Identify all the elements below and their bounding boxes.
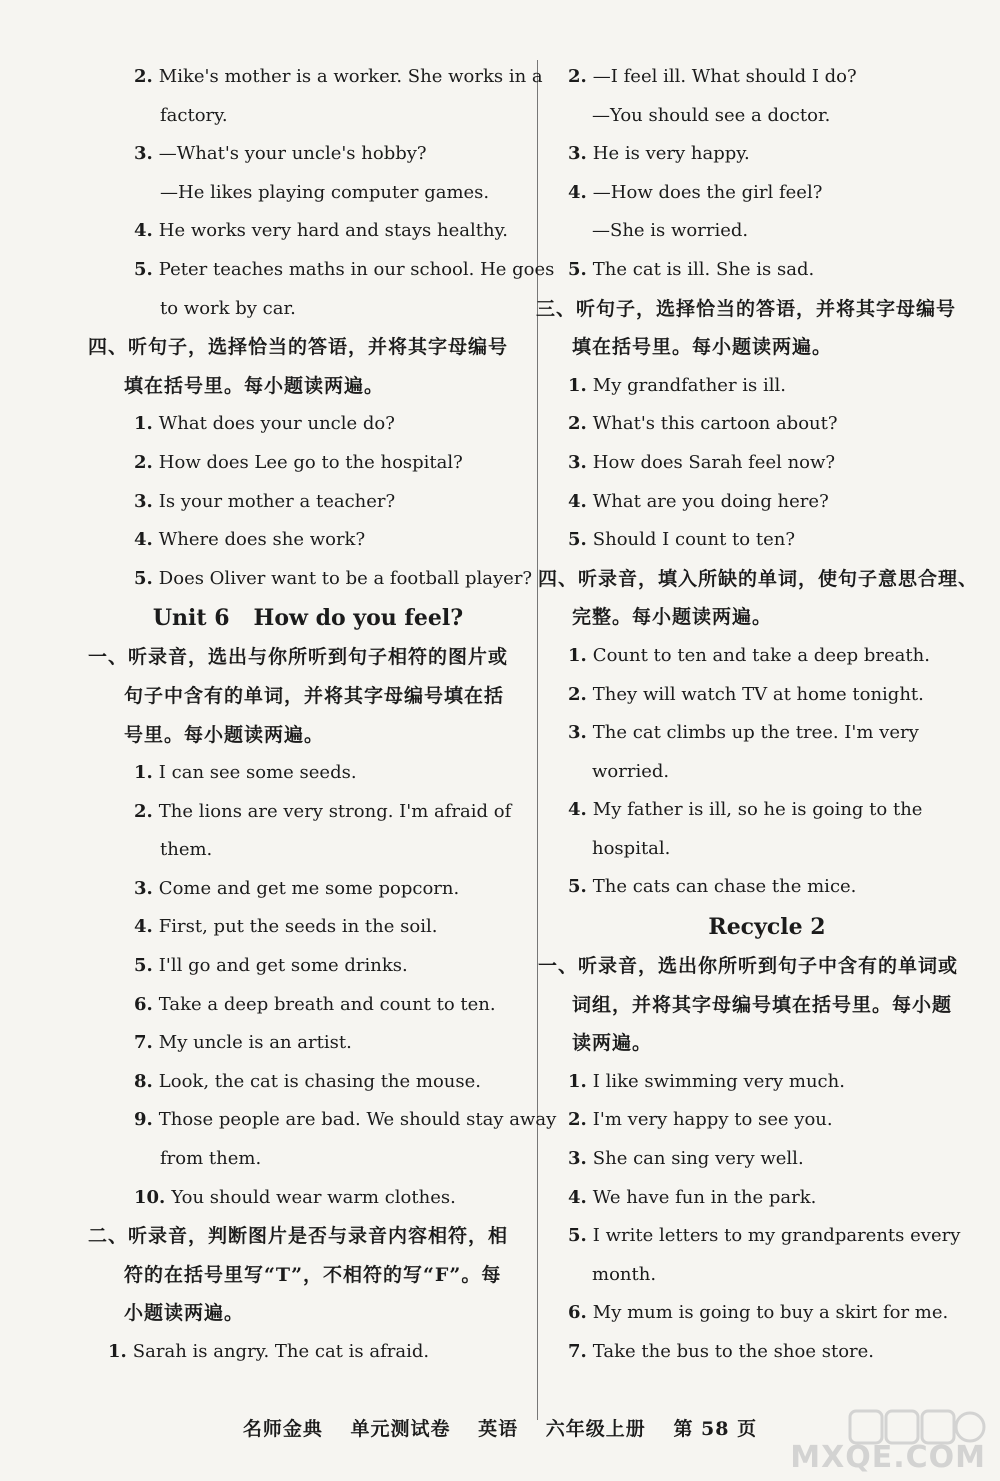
item-text: Sarah is angry. The cat is afraid. [132, 1341, 430, 1362]
item-number: 8. [134, 1070, 153, 1092]
item-number: 7. [568, 1341, 587, 1362]
list-item-continuation: —She is worried. [592, 220, 749, 242]
list-item [88, 560, 533, 599]
right-items-d [552, 1063, 982, 1372]
item-number: 5. [568, 1225, 587, 1247]
item-text: She can sing very well. [592, 1148, 804, 1170]
watermark [790, 1405, 990, 1475]
item-number: 3. [568, 451, 587, 473]
item-text: Count to ten and take a deep breath. [592, 644, 930, 666]
item-text: The lions are very strong. I'm afraid of [158, 800, 512, 822]
unit6-section-2-heading-cont: 符的在括号里写“T”，不相符的写“F”。每 [124, 1263, 502, 1286]
item-text: My mum is going to buy a skirt for me. [592, 1302, 949, 1324]
item-number: 1. [134, 413, 153, 435]
list-item [552, 1179, 982, 1218]
item-number: 5. [568, 258, 587, 280]
recycle-section-1-heading-cont: 词组，并将其字母编号填在括号里。每小题 [572, 993, 953, 1016]
list-item [88, 870, 528, 909]
left-items-d [88, 1333, 528, 1372]
list-item [552, 444, 982, 483]
item-text: How does Sarah feel now? [592, 451, 836, 473]
item-text: I'm very happy to see you. [592, 1109, 833, 1131]
section-4-heading: 四、听句子，选择恰当的答语，并将其字母编号 [88, 336, 509, 359]
list-item [88, 135, 528, 174]
item-number: 6. [568, 1302, 587, 1324]
item-number: 10. [134, 1186, 166, 1208]
unit6-section-1-heading-cont2: 号里。每小题读两遍。 [124, 723, 325, 746]
item-text: My grandfather is ill. [592, 374, 786, 396]
item-text: What's this cartoon about? [592, 413, 838, 435]
list-item [88, 1179, 528, 1218]
item-number: 3. [568, 1148, 587, 1170]
unit-number: Unit 6 [152, 605, 230, 632]
item-text: Peter teaches maths in our school. He goes [158, 258, 555, 280]
list-item [552, 676, 982, 715]
item-number: 4. [568, 1186, 587, 1208]
item-text: I write letters to my grandparents every [592, 1225, 961, 1247]
item-number: 6. [134, 993, 153, 1015]
item-text: First, put the seeds in the soil. [158, 916, 438, 938]
list-item [552, 1101, 982, 1140]
list-item [88, 58, 543, 97]
item-number: 4. [134, 529, 153, 551]
list-item [552, 1217, 982, 1256]
list-item [552, 251, 982, 290]
list-item-continuation: month. [592, 1263, 657, 1285]
item-text: —I feel ill. What should I do? [592, 66, 857, 87]
item-number: 5. [134, 955, 153, 977]
item-text: My uncle is an artist. [158, 1032, 352, 1054]
list-item [552, 521, 982, 560]
item-text: He is very happy. [592, 143, 750, 165]
list-item-continuation: from them. [160, 1148, 262, 1170]
item-number: 7. [134, 1032, 153, 1054]
item-text: The cat is ill. She is sad. [592, 258, 815, 280]
list-item [552, 714, 982, 753]
list-item [88, 754, 528, 793]
item-number: 2. [568, 1109, 587, 1131]
section-3-heading: 三、听句子，选择恰当的答语，并将其字母编号 [536, 297, 957, 320]
left-items-b [88, 405, 533, 598]
list-item [552, 1333, 982, 1372]
item-number: 1. [134, 762, 153, 784]
item-number: 1. [568, 644, 587, 666]
item-number: 3. [134, 490, 153, 512]
item-text: I can see some seeds. [158, 762, 357, 784]
unit6-section-2-heading-cont2: 小题读两遍。 [124, 1302, 245, 1325]
item-text: Those people are bad. We should stay away [158, 1109, 557, 1131]
item-number: 4. [568, 799, 587, 821]
unit6-section-1-heading-cont: 句子中含有的单词，并将其字母编号填在括 [124, 684, 505, 707]
item-number: 2. [568, 66, 587, 87]
item-number: 5. [134, 258, 153, 280]
item-text: My father is ill, so he is going to the [592, 799, 923, 821]
item-number: 3. [568, 722, 587, 744]
footer-page-number: 第 58 页 [673, 1418, 758, 1440]
right-items-a [552, 58, 982, 290]
footer-type: 单元测试卷 [350, 1418, 451, 1440]
item-text: Should I count to ten? [592, 529, 795, 551]
unit6-section-2-heading: 二、听录音，判断图片是否与录音内容相符，相 [88, 1225, 509, 1248]
list-item [88, 1333, 528, 1372]
footer-book: 名师金典 [242, 1418, 323, 1440]
right-items-b [552, 367, 982, 560]
item-number: 1. [108, 1341, 127, 1362]
recycle-section-1-heading: 一、听录音，选出你所听到句子中含有的单词或 [538, 955, 959, 978]
item-number: 4. [134, 916, 153, 938]
list-item [88, 251, 555, 290]
right-items-c [552, 637, 982, 907]
list-item [88, 947, 528, 986]
item-text: Where does she work? [158, 529, 366, 551]
section-4r-heading: 四、听录音，填入所缺的单词，使句子意思合理、 [538, 567, 979, 590]
item-text: Look, the cat is chasing the mouse. [158, 1070, 482, 1092]
list-item [88, 405, 528, 444]
list-item [88, 1024, 528, 1063]
item-text: —What's your uncle's hobby? [158, 143, 427, 165]
item-text: Come and get me some popcorn. [158, 877, 460, 899]
left-items-c [88, 754, 557, 1217]
list-item [552, 135, 982, 174]
list-item-continuation: —You should see a doctor. [592, 104, 831, 126]
list-item [552, 174, 982, 213]
item-text: Mike's mother is a worker. She works in a [158, 66, 543, 87]
item-number: 2. [568, 683, 587, 705]
item-text: —How does the girl feel? [592, 181, 823, 203]
list-item [552, 483, 982, 522]
item-text: Take the bus to the shoe store. [592, 1341, 875, 1362]
unit6-section-1-heading: 一、听录音，选出与你所听到句子相符的图片或 [88, 646, 509, 669]
list-item [552, 637, 982, 676]
recycle-section-1-heading-cont2: 读两遍。 [572, 1032, 653, 1055]
item-text: Does Oliver want to be a football player? [158, 567, 533, 589]
list-item-continuation: to work by car. [160, 297, 296, 319]
list-item [552, 1140, 982, 1179]
item-number: 9. [134, 1109, 153, 1131]
item-text: Is your mother a teacher? [158, 490, 396, 512]
item-number: 3. [568, 143, 587, 165]
list-item [552, 791, 982, 830]
unit-name: How do you feel? [253, 605, 464, 632]
item-number: 5. [134, 567, 153, 589]
list-item [88, 521, 528, 560]
list-item [552, 868, 982, 907]
list-item [552, 58, 982, 97]
item-text: He works very hard and stays healthy. [158, 220, 509, 242]
list-item [88, 908, 528, 947]
list-item [88, 793, 528, 832]
list-item-continuation: factory. [160, 104, 228, 126]
list-item [88, 986, 528, 1025]
item-number: 5. [568, 529, 587, 551]
item-text: You should wear warm clothes. [171, 1186, 456, 1208]
right-column [536, 58, 982, 1372]
section-4-heading-cont: 填在括号里。每小题读两遍。 [124, 374, 385, 397]
item-number: 4. [568, 181, 587, 203]
list-item [88, 212, 528, 251]
list-item [88, 444, 528, 483]
list-item [88, 1063, 528, 1102]
list-item-continuation: worried. [592, 760, 670, 782]
item-text: Take a deep breath and count to ten. [158, 993, 496, 1015]
item-number: 4. [134, 220, 153, 242]
list-item-continuation: —He likes playing computer games. [160, 181, 490, 203]
item-number: 3. [134, 143, 153, 165]
item-number: 4. [568, 490, 587, 512]
item-number: 1. [568, 374, 587, 396]
section-3-heading-cont: 填在括号里。每小题读两遍。 [572, 336, 833, 359]
item-number: 5. [568, 876, 587, 898]
footer-grade: 六年级上册 [545, 1418, 646, 1440]
item-number: 2. [134, 66, 153, 87]
list-item [552, 1294, 982, 1333]
item-number: 3. [134, 877, 153, 899]
item-number: 2. [568, 413, 587, 435]
list-item [88, 1101, 557, 1140]
item-text: The cats can chase the mice. [592, 876, 857, 898]
list-item-continuation: hospital. [592, 837, 671, 859]
item-text: How does Lee go to the hospital? [158, 451, 463, 473]
list-item [552, 367, 982, 406]
item-number: 2. [134, 451, 153, 473]
watermark-text: MXQE.COM [790, 1440, 986, 1475]
list-item [88, 483, 528, 522]
item-number: 1. [568, 1070, 587, 1092]
footer-subject: 英语 [478, 1418, 519, 1440]
left-column [88, 58, 557, 1372]
unit-title [88, 598, 528, 638]
item-text: The cat climbs up the tree. I'm very [592, 722, 919, 744]
list-item-continuation: them. [160, 839, 213, 861]
section-4r-heading-cont: 完整。每小题读两遍。 [572, 606, 773, 629]
left-items-a [88, 58, 555, 328]
item-text: What are you doing here? [592, 490, 829, 512]
item-text: They will watch TV at home tonight. [592, 683, 924, 705]
item-number: 2. [134, 800, 153, 822]
list-item [552, 1063, 982, 1102]
item-text: I like swimming very much. [592, 1070, 845, 1092]
item-text: We have fun in the park. [592, 1186, 817, 1208]
item-text: What does your uncle do? [158, 413, 395, 435]
recycle-title: Recycle 2 [708, 914, 826, 941]
item-text: I'll go and get some drinks. [158, 955, 408, 977]
list-item [552, 405, 982, 444]
